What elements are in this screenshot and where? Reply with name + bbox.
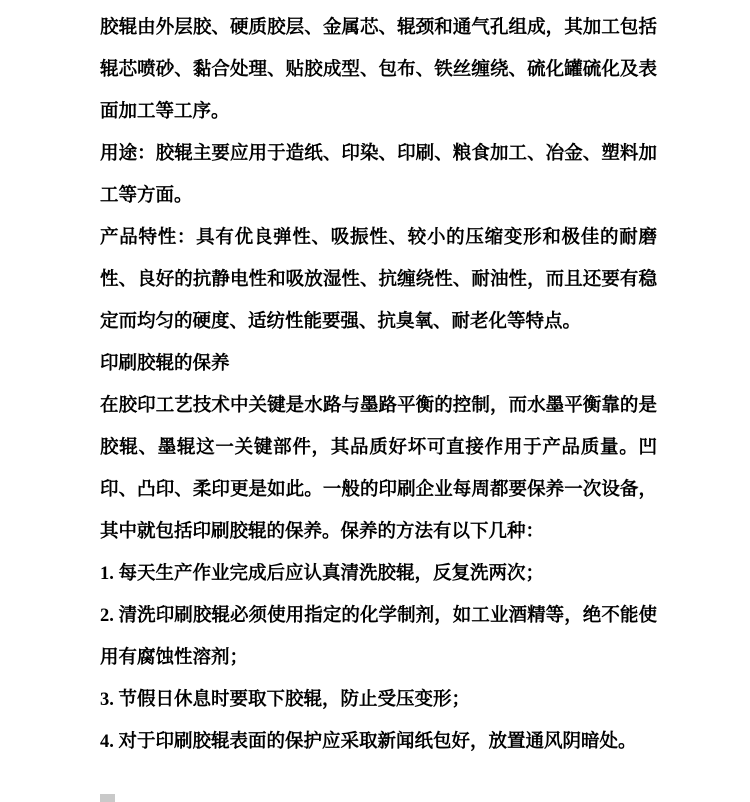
list-item-2: 2. 清洗印刷胶辊必须使用指定的化学制剂，如工业酒精等，绝不能使用有腐蚀性溶剂； [100,606,657,668]
heading-roller-maintenance: 印刷胶辊的保养 [100,354,230,374]
paragraph-maintenance-intro: 在胶印工艺技术中关键是水路与墨路平衡的控制，而水墨平衡靠的是胶辊、墨辊这一关键部件，其品质好坏可直接作用于产品质量。凹印、凸印、柔印更是如此。一般的印刷企业每周都要保养一次设备，其中就包括印刷胶辊的保养。保养的方法有以下几种： [100,396,657,542]
list-item-4: 4. 对于印刷胶辊表面的保护应采取新闻纸包好，放置通风阴暗处。 [100,732,637,752]
list-item-3: 3. 节假日休息时要取下胶辊，防止受压变形； [100,690,471,710]
text-block [100,7,657,763]
paragraph-product-features: 产品特性：具有优良弹性、吸振性、较小的压缩变形和极佳的耐磨性、良好的抗静电性和吸放湿性、抗缠绕性、耐油性，而且还要有稳定而均匀的硬度、适纺性能要强、抗臭氧、耐老化等特点。 [100,228,657,332]
paragraph-uses: 用途：胶辊主要应用于造纸、印染、印刷、粮食加工、冶金、塑料加工等方面。 [100,144,657,206]
paragraph-roller-composition: 胶辊由外层胶、硬质胶层、金属芯、辊颈和通气孔组成，其加工包括辊芯喷砂、黏合处理、贴胶成型、包布、铁丝缠绕、硫化罐硫化及表面加工等工序。 [100,18,657,122]
list-item-1: 1. 每天生产作业完成后应认真清洗胶辊，反复洗两次； [100,564,545,584]
cutoff-gray-mark [100,794,115,802]
